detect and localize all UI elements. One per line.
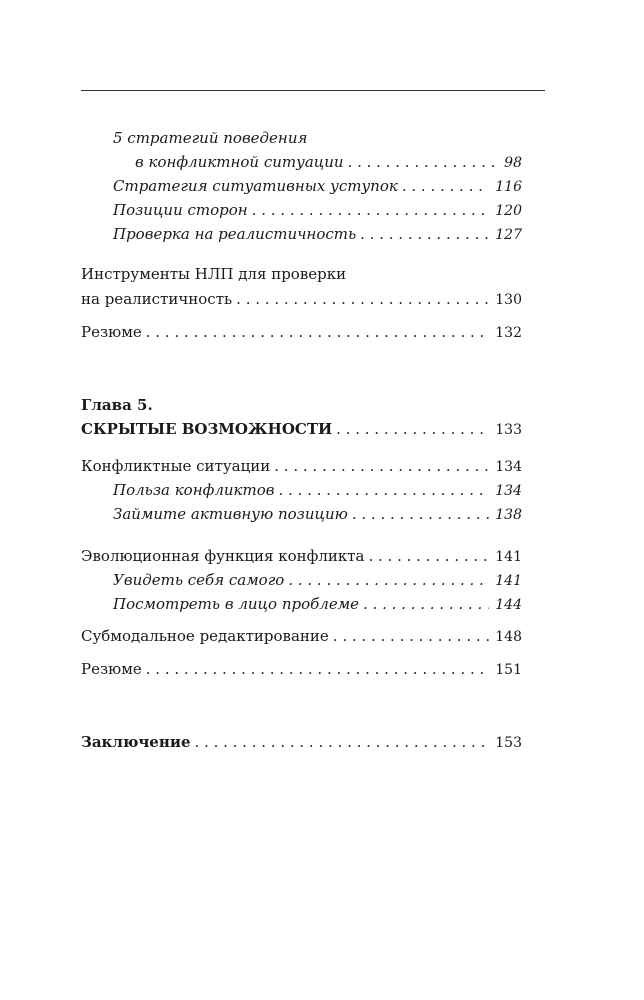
toc-entry-face-problem: Посмотреть в лицо проблеме . . . 144 — [113, 593, 522, 615]
page-number: 127 — [495, 227, 522, 243]
dot-leader — [360, 223, 489, 245]
dot-leader — [402, 175, 489, 197]
dot-leader — [336, 418, 489, 440]
toc-entry-active-position: Займите активную позицию . . . 138 — [113, 503, 522, 525]
page-number: 141 — [495, 549, 522, 565]
toc-entry-conflicts: Конфликтные ситуации . . . 134 — [81, 455, 522, 477]
page-number: 144 — [495, 597, 522, 613]
dot-leader — [333, 625, 489, 647]
page-number: 141 — [495, 573, 522, 589]
toc-entry-chapter-title: СКРЫТЫЕ ВОЗМОЖНОСТИ . . . 133 — [81, 418, 522, 440]
toc-entry-submodal: Субмодальное редактирование . . . 148 — [81, 625, 522, 647]
dot-leader — [368, 545, 489, 567]
page-number: 153 — [495, 735, 522, 751]
dot-leader — [288, 569, 489, 591]
page-number: 132 — [495, 325, 522, 341]
dot-leader — [274, 455, 489, 477]
toc-entry-nlp-tools-line1: Инструменты НЛП для проверки — [81, 265, 347, 283]
page-number: 120 — [495, 203, 522, 219]
toc-entry-yielding: Стратегия ситуативных уступок . . . 116 — [113, 175, 522, 197]
page-number: 138 — [495, 507, 522, 523]
dot-leader — [348, 151, 499, 173]
dot-leader — [236, 288, 489, 310]
header-rule — [81, 90, 545, 91]
dot-leader — [363, 593, 489, 615]
chapter-label: Глава 5. — [81, 396, 153, 414]
page-number: 116 — [495, 179, 522, 195]
dot-leader — [252, 199, 490, 221]
dot-leader — [195, 731, 490, 753]
toc-entry-strategies-line1: 5 стратегий поведения — [113, 129, 308, 147]
toc-entry-conclusion: Заключение . . . 153 — [81, 731, 522, 753]
dot-leader — [352, 503, 489, 525]
dot-leader — [146, 658, 490, 680]
toc-entry-reality-check: Проверка на реалистичность . . . 127 — [113, 223, 522, 245]
dot-leader — [278, 479, 489, 501]
page-number: 134 — [495, 459, 522, 475]
toc-entry-benefit: Польза конфликтов . . . 134 — [113, 479, 522, 501]
toc-entry-evolution: Эволюционная функция конфликта . . . 141 — [81, 545, 522, 567]
toc-entry-strategies: в конфликтной ситуации . . . 98 — [135, 151, 522, 173]
page-number: 133 — [495, 422, 522, 438]
toc-entry-see-yourself: Увидеть себя самого . . . 141 — [113, 569, 522, 591]
dot-leader — [146, 321, 490, 343]
toc-entry-nlp-tools: на реалистичность . . . 130 — [81, 288, 522, 310]
page-number: 151 — [495, 662, 522, 678]
page-number: 148 — [495, 629, 522, 645]
page-number: 134 — [495, 483, 522, 499]
page-number: 130 — [495, 292, 522, 308]
toc-entry-summary: Резюме . . . 132 — [81, 321, 522, 343]
toc-entry-summary-2: Резюме . . . 151 — [81, 658, 522, 680]
toc-entry-positions: Позиции сторон . . . 120 — [113, 199, 522, 221]
page-number: 98 — [504, 155, 522, 171]
